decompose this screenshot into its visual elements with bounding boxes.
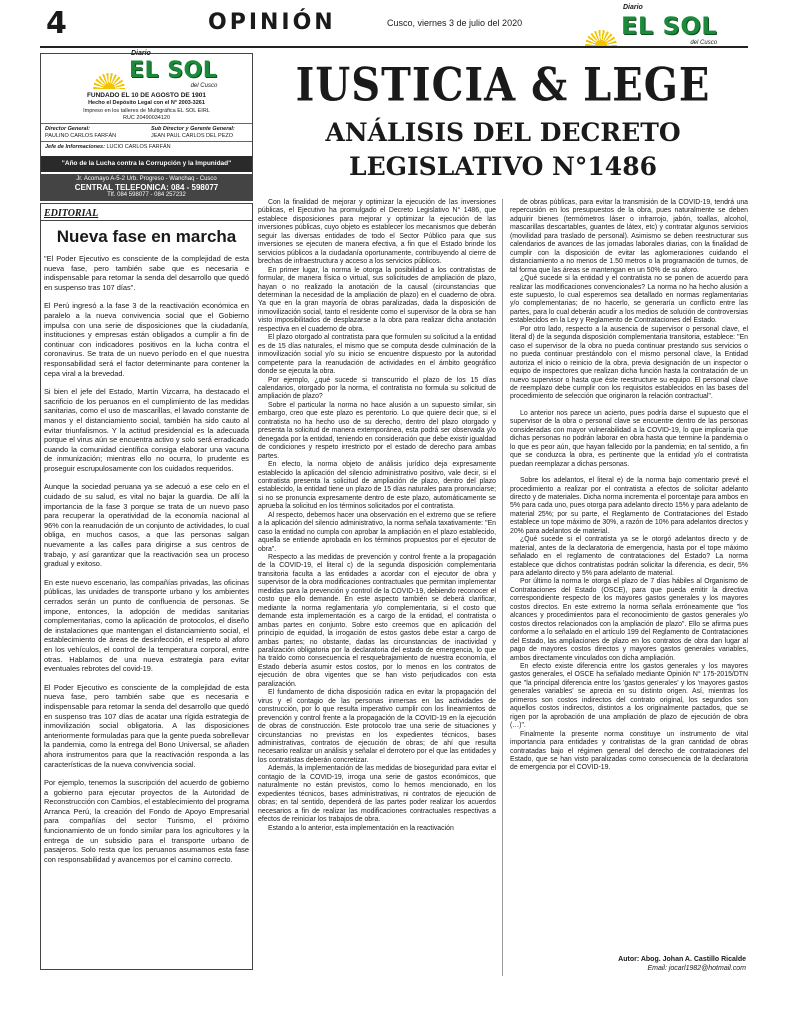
article-paragraph: Sobre los adelantos, el literal e) de la norma bajo comentario prevé el procedimiento a realizar por el contratista a efectos de solicitar adelanto directo y de materiales. Dicha norma incrementa el porcentaje para ambos en 5% para cada uno, pues otorga para adelanto directo 15% y para adelanto de material 25%; por su parte, el Reglamento de Contrataciones del Estado establece un tope máximo de 30%, a razón de 10% para adelantos directos y 20% para adelantos de material.: [510, 477, 748, 535]
editorial-body: [44, 254, 249, 873]
masthead-logo: [93, 50, 218, 89]
article-paragraph: de obras públicas, para evitar la transmisión de la COVID-19, tendrá una repercusión en los presupuestos de la obra, pues naturalmente se deben adquirir bienes (termómetros láser o infrarrojo, jabón, toallas, alcohol, mascarillas descartables, guantes de látex, etc) y contratar algunos servicios (movilidad para traslado de personal). Asimismo se deben reestructurar sus calendarios de avances de las jornadas laborales diarias, con la finalidad de cumplir con la disposición de evitar las aglomeraciones cuidando el distanciamiento a no menos de 1.50 metros o la programación de turnos, de tal forma que las áreas se mantengan en un 50% de su aforo.: [510, 199, 748, 274]
article-subtitle: LEGISLATIVO N°1486: [348, 152, 657, 181]
sun-icon: [585, 18, 617, 46]
article-headline: IUSTICIA & LEGE: [295, 58, 711, 113]
article-paragraph: En efecto existe diferencia entre los gastos generales y los mayores gastos generales, el OSCE ha señalado mediante Opinión N° 175-2015/DTN que "la principal diferencia entre los 'gastos generales' y los 'mayores gastos generales variables' se aprecia en su distinto origen. Así, mientras los primeros son costos indirectos del contrato original, los segundos son aquellos costos indirectos, distintos a los originalmente pactados, que se rigen por la aprobación de una ampliación de plazo de ejecución de obra (…)".: [510, 663, 748, 730]
article-paragraph: ¿Qué sucede si el contratista ya se le otorgó adelantos directo y de material, antes de la declaratoria de emergencia, hasta por el tope máximo señalado en el reglamento de contrataciones del Estado? La norma establece que dichos contratistas podrán solicitar la diferencia, es decir, 5% para adelanto directo y 5% para adelanto de material.: [510, 536, 748, 578]
editorial-paragraph: Por ejemplo, tenemos la suscripción del acuerdo de gobierno a gobierno para ejecutar proyectos de la Autoridad de Reconstrucción con Cambios, el establecimiento del programa Arranca Perú, la creación del Fondo de Apoyo Empresarial para compañías del sector Turismo, el próximo funcionamiento de un fondo similar para los agricultores y la entrega de un subsidio para el transporte urbano de pasajeros. Solo resta que los peruanos asumamos esta fase con responsabilidad y avancemos por el camino correcto.: [44, 778, 249, 864]
editorial-label: EDITORIAL: [44, 208, 99, 219]
article-paragraph: Con la finalidad de mejorar y optimizar la ejecución de las inversiones públicas, el Ejecutivo ha promulgado el Decreto Legislativo N° 1486, que establece disposiciones para mejorar y optimizar la ejecución de las inversiones públicas, cuyo objeto es establecer los mecanismos que deberán seguir las diversas entidades de todo el Sector Público para que sus inversiones se ejecuten de manera efectiva, a fin que el Estado brinde los servicios públicos a la ciudadanía oportunamente, contribuyendo al cierre de brechas de infraestructura y acceso a los servicios públicos.: [258, 199, 496, 266]
article-paragraph: Finalmente la presente norma constituye un instrumento de vital importancia para entidades y contratistas de la gran cantidad de obras contratadas bajo el régimen general del derecho de contrataciones del Estado, que se han visto paralizadas como consecuencia de la declaratoria de emergencia por el COVID-19.: [510, 730, 748, 772]
article-paragraph: ¿Qué sucede si la entidad y el contratista no se ponen de acuerdo para realizar las modificaciones convencionales? La norma no ha hecho alusión a este supuesto, lo cual esperemos sea detallado en normas reglamentarias y/o complementarias; de no hacerlo, se generaría un conflicto entre las partes, para lo cual deberán acudir a los medios de solución de controversias establecidos en la Ley y Reglamento de Contrataciones del Estado.: [510, 275, 748, 325]
editorial-paragraph: El Poder Ejecutivo es consciente de la complejidad de esta nueva fase, pero también sabe que es necesaria e indispensable para retomar la senda del desarrollo que quedó en suspenso tras 107 días de acatar una rígida estrategia de inmovilización social obligatoria. A las disposiciones anteriormente formuladas para que la gente pueda sobrellevar la pandemia, como la entrega del Bono Universal, se añaden ahora instrumentos para que la reactivación responda a las características de la nueva convivencia social.: [44, 682, 249, 769]
header-logo: [585, 4, 735, 46]
legal-deposit: Hecho el Depósito Legal con el N° 2003-3261: [88, 100, 205, 106]
author-name: Autor: Abog. Johan A. Castillo Ricalde: [618, 956, 746, 963]
slogan-bar: "Año de la Lucha contra la Corrupción y la Impunidad": [41, 156, 252, 172]
logo-name: EL SOL: [621, 12, 718, 40]
article-subtitle: ANÁLISIS DEL DECRETO: [325, 118, 681, 147]
article-paragraph: Sobre el particular la norma no hace alusión a un supuesto similar, sin embargo, creo que este plazo es perentorio. Lo que quiere decir que, si el contratista no ha hecho uso de su derecho, dentro del plazo otorgado y presenta la solicitud de manera extemporánea, esta podrá ser observada y/o denegada por la entidad, teniendo en consideración que debe existir igualdad de condiciones y respeto irrestricto por el estado de derecho para ambas partes.: [258, 401, 496, 460]
masthead: [40, 50, 253, 201]
subdirector-label: Sub Director y Gerente General:: [151, 126, 235, 132]
editorial-paragraph: En este nuevo escenario, las compañías privadas, las oficinas públicas, las unidades de transporte urbano y los ambientes cerrados serán un punto de confluencia de personas. Se impone, entonces, la adopción de medidas sanitarias complementarias, como la aplicación de protocolos, el diseño de instalaciones que mantengan el distanciamiento social, el establecimiento de áreas de desinfección, el respeto al aforo en los vehículos, el control de la temperatura corporal, entre otras. Hablamos de una nueva estrategia para evitar eventuales rebrotes del covid-19.: [44, 577, 249, 674]
ruc-line: RUC 20490034120: [122, 115, 171, 121]
article-paragraph: El fundamento de dicha disposición radica en evitar la propagación del virus y el contagio de las personas inmersas en las actividades de construcción, por lo que resulta imperativo cumplir con los lineamientos de prevención y control frente a la propagación de la COVID-19 en la ejecución de obras de construcción. Este protocolo trae una serie de situaciones y circunstancias no previstas en los expedientes técnicos, bases administrativas, contratos de ejecución de obras; de ahí que resulta necesario realizar un análisis y señalar el derrotero por el que las entidades y los contratistas deberán concretizar.: [258, 689, 496, 764]
article-paragraph: Al respecto, debemos hacer una observación en el extremo que se refiere a la aplicación del silencio administrativo, la norma señala taxativamente: "En caso la entidad no cumpla con aprobar la ampliación en el plazo establecido, aquella se entiende aprobada en los términos propuestos por el ejecutor de obra".: [258, 511, 496, 553]
editorial-rule: [40, 220, 253, 221]
article-paragraph: El plazo otorgado al contratista para que formulen su solicitud a la entidad es de 15 días naturales, el mismo que se computa desde culminación de la inmovilización social y/o su inicio se encuentre dispuesto por la autoridad competente para la reanudación de actividades en el ámbito geográfico donde se ejecuta la obra.: [258, 334, 496, 376]
address: Jr. Acomayo A-5-2 Urb. Progreso - Wanchaq - Cusco: [76, 176, 217, 182]
page-header: [0, 0, 785, 50]
article-paragraph: Por último la norma le otorga el plazo de 7 días hábiles al Organismo de Contrataciones del Estado (OSCE), para que pueda emitir la directiva correspondiente respecto de los mayores gastos generales y los mayores costos directos. En este extremo la norma señala erróneamente que "los alcances y procedimientos para el reconocimiento de gastos generales y/o costos directos relacionados con la ampliación de plazo". Ello se afirma pues conforme a lo señalado en el artículo 199 del Reglamento de Contrataciones del Estado, las ampliaciones de plazo en los contratos de obra dan lugar al pago de mayores costos directos y mayores gastos generales variables, ambos directamente vinculados con dicha ampliación.: [510, 578, 748, 662]
logo-name: EL SOL: [129, 58, 218, 83]
director-label: Director General:: [45, 126, 90, 132]
author-block: [560, 955, 746, 973]
logo-sub: del Cusco: [690, 40, 718, 46]
article-paragraph: Estando a lo anterior, esta implementación en la reactivación: [268, 824, 454, 832]
page-number: 4: [46, 6, 67, 41]
editorial-paragraph: Aunque la sociedad peruana ya se adecuó a ese celo en el cuidado de su salud, es vital no bajar la guardia. De allí la importancia de la fase 3 porque se trata de un nuevo paso para recuperar la operatividad de la economía nacional al 96% con la reanudación de un conjunto de actividades, lo cual obliga, en muchos casos, a que las personas salgan nuevamente a las calles para dirigirse a sus centros de trabajo, y así garantizar que la reactivación sea un proceso gradual y exitoso.: [44, 482, 249, 569]
article-paragraph: Lo anterior nos parece un acierto, pues podría darse el supuesto que el supervisor de la obra o personal clave se encuentre dentro de las personas consideradas con mayor vulnerabilidad a la COVID-19, lo que implicaría que dichas personas no podrán laborar en obra hasta que termine la pandemia o lo que es peor aún, que hayan fallecido por la pandemia; en tal sentido, a fin que se conduzca la obra, es pertinente que la entidad y/o el contratista puedan reemplazar a dichas personas.: [510, 409, 748, 468]
article-paragraph: En efecto, la norma objeto de análisis jurídico deja expresamente establecido la aplicación del silencio administrativo positivo, vale decir, si el contratista presenta la solicitud de ampliación de plazo, dentro del plazo establecido, la entidad tiene un plazo de 15 días naturales para pronunciarse; si no se pronuncia expresamente dentro de este plazo, automáticamente se aprueba la solicitud en los términos solicitados por el contratista.: [258, 461, 496, 511]
info-chief: Jefe de Informaciones: LUCIO CARLOS FARFÁN: [45, 144, 171, 150]
sun-icon: [93, 61, 125, 89]
central-phone: CENTRAL TELEFONICA: 084 - 598077: [74, 183, 219, 192]
article-paragraph: Por otro lado, respecto a la ausencia de supervisor o personal clave, el literal d) de la segunda disposición complementaria transitoria, establece: "En caso el supervisor de la obra no pueda continuar prestando sus servicios o no pueda continuar prestándolo con el mismo personal clave, la Entidad autoriza el inicio o reinicio de la obra, previa designación de un inspector o equipo de inspectores que realizan dicha función hasta la contratación de un nuevo supervisor o hasta que éste reestructure su equipo. El personal clave de reemplazo debe cumplir con los requisitos establecidos en las bases del procedimiento de selección que originaron la relación contractual".: [510, 325, 748, 401]
address-bar: [41, 174, 252, 201]
logo-sub: del Cusco: [190, 83, 218, 89]
article-column-left: [258, 199, 496, 833]
editorial-title: Nueva fase en marcha: [56, 227, 237, 246]
header-rule: [40, 46, 748, 48]
subdirector-name: JEAN PAUL CARLOS DEL PEZO: [151, 133, 234, 139]
logo-diario: Diario: [131, 50, 151, 57]
editorial-paragraph: El Perú ingresó a la fase 3 de la reactivación económica en paralelo a la nueva convivencia social que el Gobierno impulsa con una serie de disposiciones que la ciudadanía, instituciones y empresas están obligados a cumplir a fin de continuar con indicadores positivos en la lucha contra el coronavirus. Se trata de un nuevo período en el que nuestra responsabilidad será el factor determinante para contener la cepa viral a la brevedad.: [44, 301, 249, 378]
editorial-paragraph: "El Poder Ejecutivo es consciente de la complejidad de esta nueva fase, pero también sabe que es necesaria e indispensable para retomar la senda del desarrollo que quedó en suspenso tras 107 días".: [44, 254, 249, 292]
article-paragraph: Respecto a las medidas de prevención y control frente a la propagación de la COVID-19, el literal c) de la segunda disposición complementaria transitoria faculta a las entidades a acordar con el ejecutor de obra y supervisor de la obra modificaciones contractuales que permitan implementar medidas para la prevención y control de la COVID-19, debiendo reconocer el costo que ello demande. En este aspecto también se deberá clarificar, mediante la norma reglamentaria y/o complementaria, si el costo que demande esta implementación es a cargo de la entidad, el contratista o ambas partes en conjunto. Sobre esto creemos que en aplicación del principio de equidad, la irrogación de estos gastos debe estar a cargo de ambas partes; no obstante, dadas las circunstancias de inactividad y paralización obligatoria por la declaratoria del estado de emergencia, lo que ha traído como consecuencia el resquebrajamiento de nuestra economía, el Estado debería asumir estos costos, por lo menos en los contratos de ejecución de obra vigentes que se han visto perjudicados con esta paralización.: [258, 554, 496, 688]
masthead-divider: [41, 141, 252, 142]
column-divider: [502, 199, 503, 976]
dateline: Cusco, viernes 3 de julio del 2020: [387, 18, 523, 28]
editorial-paragraph: Si bien el jefe del Estado, Martín Vizcarra, ha destacado el sacrificio de los peruanos en el cumplimiento de las medidas sanitarias, como el uso de mascarillas, el lavado constante de manos y el distanciamiento social, también ha sido cauto al evitar triunfalismos. Y la actitud presidencial es la adecuada porque el virus aún se encuentra activo y solo será erradicado cuando la comunidad científica consiga elaborar una vacuna de inmunización; mientras ello no ocurra, lo prudente es proseguir escrupulosamente con los cuidados requeridos.: [44, 387, 249, 473]
article-column-right: [510, 199, 748, 773]
founded-line: FUNDADO EL 10 DE AGOSTO DE 1901: [86, 92, 207, 99]
printer-line: Impreso en los talleres de Multigráfica EL SOL EIRL: [83, 108, 210, 114]
article-paragraph: En primer lugar, la norma le otorga la posibilidad a los contratistas de formular, de manera física o virtual, sus solicitudes de ampliación de plazo, hayan o no realizado la anotación de la causal (circunstancias que determinan la necesidad de la ampliación de plazo) en el cuaderno de obra. Ya que en la gran mayoría de obras paralizadas, dada la disposición de inmovilización social, tanto el residente como el supervisor de la obra se han visto imposibilitados de desplazarse a la obra para realizar dicha anotación respectiva en el cuaderno de obra.: [258, 266, 496, 333]
logo-diario: Diario: [623, 4, 643, 11]
article-paragraph: Además, la implementación de las medidas de bioseguridad para evitar el contagio de la COVID-19, irroga una serie de gastos económicos, que naturalmente no están previstos, como lo hemos mencionado, en los expedientes técnicos, bases administrativas, ni contratos de ejecución de obras; en tal sentido, dependerá de las partes poder realizar los acuerdos necesarios a fin de realizar las modificaciones contractuales respectivas a efectos de reiniciar los trabajos de obra.: [258, 765, 496, 824]
section-title: OPINIÓN: [208, 10, 336, 35]
author-email: Email: jocarl1982@hotmail.com: [647, 965, 746, 972]
masthead-divider: [41, 123, 252, 124]
article-paragraph: Por ejemplo, ¿qué sucede si transcurrido el plazo de los 15 días calendarios, otorgado por la norma, el contratista no formula su solicitud de ampliación de plazo?: [258, 376, 496, 401]
director-name: PAULINO CARLOS FARFÁN: [45, 133, 117, 139]
phones-small: Tlf. 084 598077 - 084 257232: [107, 192, 186, 198]
